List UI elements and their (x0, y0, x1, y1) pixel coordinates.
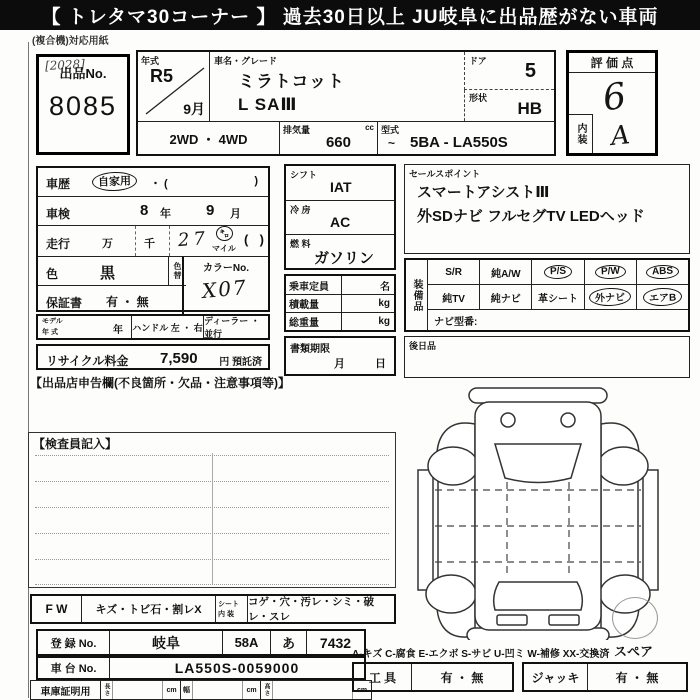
handle-cell: ハンドル 左 ・ 右 (132, 316, 204, 338)
equip-ps-circled: P/S (544, 265, 573, 280)
recycle-label: リサイクル料金 (46, 354, 129, 368)
color-change-label: 色替 (168, 257, 186, 285)
navi-model-row: ナビ型番: (434, 316, 478, 328)
capacity-label: 乗車定員 (286, 276, 342, 294)
equip-extnavi-cell (585, 285, 637, 309)
modelyear-handle-row (36, 314, 270, 340)
garage-height-unit: cm (356, 686, 368, 694)
equip-tv: 純TV (442, 293, 465, 305)
year-label: 年式 (141, 56, 160, 66)
document-deadline-label: 書類期限 (290, 344, 330, 355)
garage-width-label: 幅 (181, 681, 193, 699)
car-name-value: ミラトコット (238, 72, 345, 91)
history-label: 車歴 (46, 177, 71, 191)
equip-tv-cell (428, 285, 480, 309)
later-items-label: 後日品 (409, 341, 437, 351)
warranty-value: 有 ・ 無 (106, 295, 149, 309)
equip-airbag-circled: エアB (642, 287, 682, 306)
history-private-circled: 自家用 (92, 171, 138, 192)
displacement-value: 660 (325, 134, 351, 151)
equip-sr: S/R (445, 266, 462, 278)
sheet-left-edge (28, 42, 29, 698)
mileage-paren-close: ) (259, 232, 264, 247)
registration-region: 岐阜 (152, 634, 180, 651)
equip-alloy: 純A/W (491, 268, 521, 280)
mileage-km-circled: ㌔ (216, 226, 234, 242)
car-right-rocker (643, 470, 658, 590)
registration-row (36, 629, 366, 656)
recycle-fee-row (36, 344, 270, 370)
later-items-box (404, 336, 690, 378)
color-value: 黒 (100, 265, 116, 282)
chassis-number: LA550S-0059000 (174, 660, 300, 676)
seat-interior-label (216, 596, 248, 622)
ac-cell (286, 200, 394, 234)
car-wheel-front-left (428, 447, 478, 485)
garage-length-unit: cm (163, 681, 181, 699)
shape-label: 形状 (469, 93, 488, 103)
inspection-month: 9 (206, 202, 215, 219)
jack-box (522, 662, 688, 692)
load-unit: kg (378, 298, 390, 309)
garage-length-field (113, 681, 163, 699)
garage-height-field (273, 681, 353, 699)
mileage-row (38, 225, 268, 256)
warranty-label: 保証書 (46, 296, 83, 310)
deadline-month-label: 月 (334, 358, 345, 370)
tools-box (352, 662, 514, 692)
inspection-year: 8 (140, 202, 149, 219)
warranty-row (38, 285, 186, 314)
spare-tire-circle (612, 597, 658, 639)
fuel-label: 燃 料 (290, 239, 311, 249)
mileage-sen-cell: 千 (136, 226, 170, 256)
tools-label: 工 具 (354, 664, 412, 690)
year-era-value: R5 (150, 66, 174, 86)
recycle-value: 7,590 (160, 350, 198, 367)
car-left-rocker (418, 470, 433, 590)
fuel-value: ガソリン (314, 250, 375, 267)
car-name-label: 車名・グレード (214, 56, 278, 66)
ac-value: AC (330, 214, 351, 230)
equipment-label: 装備品 (406, 260, 428, 330)
vehicle-bottom-row (138, 121, 554, 154)
weight-row (286, 312, 394, 330)
inspector-notes-label: 【検査員記入】 (33, 437, 118, 451)
equip-abs-cell (637, 260, 688, 284)
tools-value: 有 ・ 無 (440, 670, 484, 685)
equipment-grid (428, 260, 688, 330)
fuel-cell (286, 234, 394, 268)
model-code-prefix: ~ (388, 136, 396, 150)
chassis-row (36, 656, 366, 680)
seat-label-line2: 内 装 (218, 611, 234, 618)
drive-type-cell: 2WD ・ 4WD (138, 122, 280, 154)
garage-width-unit: cm (243, 681, 261, 699)
banner-text: 【 トレタマ30コーナー 】 過去30日以上 JU岐阜に出品歴がない車両 (41, 6, 659, 28)
weight-label: 総重量 (286, 313, 342, 330)
equip-navi-cell (480, 285, 532, 309)
car-name-cell (210, 52, 464, 121)
inspection-row (38, 196, 268, 225)
deadline-day-label: 日 (375, 358, 386, 370)
chassis-label: 車 台 No. (38, 658, 110, 678)
seat-damage-desc: コゲ・穴・汚レ・シミ・破レ・スレ (248, 596, 374, 623)
interior-grade-label: 内装 (569, 114, 593, 153)
grade-label: 評 価 点 (569, 53, 655, 73)
registration-label: 登 録 No. (38, 631, 110, 654)
equipment-row1 (428, 260, 688, 285)
car-front-bumper (469, 388, 607, 403)
shape-value: HB (517, 99, 542, 118)
auction-no-value: 8085 (48, 91, 118, 121)
shift-value: IAT (330, 179, 352, 195)
modelyear-cell (38, 316, 132, 338)
dealer-cell: ディーラー ・ 並行 (204, 316, 260, 339)
equip-navi: 純ナビ (490, 293, 521, 305)
equip-leather: 革シート (538, 293, 578, 305)
equip-sr-cell (428, 260, 480, 284)
seller-declaration-label: 【出品店申告欄(不良箇所・欠品・注意事項等)】 (30, 376, 290, 390)
garage-length-label: 長さ (101, 681, 113, 699)
equip-ps-cell (532, 260, 584, 284)
spare-tire-label: スペア (614, 644, 654, 659)
history-paren-close: ) (254, 175, 258, 187)
door-value: 5 (524, 60, 536, 82)
capacity-row (286, 276, 394, 294)
jack-label: ジャッキ (524, 664, 588, 690)
equip-extnavi-circled: 外ナビ (589, 287, 632, 306)
inspection-year-unit: 年 (160, 208, 171, 220)
year-month-value: 9月 (183, 101, 205, 117)
mileage-value: 27 (177, 227, 210, 252)
corner-banner (0, 0, 700, 30)
jack-value: 有 ・ 無 (615, 670, 659, 685)
modelyear-label-l2: 年 式 (42, 329, 58, 336)
equipment-row2 (428, 285, 688, 310)
auction-no-label: 出品No. (59, 66, 107, 81)
grade-score: 6 (600, 75, 629, 120)
color-no-label: カラーNo. (202, 263, 250, 274)
inspector-notes-box (28, 432, 396, 588)
fw-label: F W (32, 596, 82, 622)
history-row (38, 168, 268, 196)
paper-type-note: (複合機)対応用紙 (32, 36, 109, 47)
model-year-cell (138, 52, 210, 121)
equip-airbag-cell (637, 285, 688, 309)
car-wheel-rear-left (426, 575, 476, 613)
damage-code-legend: A-キズ C-腐食 E-エクボ S-サビ U-凹ミ W-補修 XX-交換済 (352, 649, 610, 660)
car-wheel-front-right (598, 447, 648, 485)
load-label: 積載量 (286, 295, 342, 312)
color-label: 色 (46, 267, 59, 281)
history-paren-open: ・ ( (150, 178, 168, 190)
modelyear-unit: 年 (113, 325, 123, 336)
fw-condition-row (30, 594, 396, 624)
sales-point-line1: スマートアシストⅢ (417, 184, 550, 201)
ac-label: 冷 房 (290, 205, 311, 215)
mileage-paren-open: ( (244, 232, 249, 247)
auction-no-box (36, 54, 130, 155)
capacity-weight-box (284, 274, 396, 332)
car-grade-value: L SAⅢ (238, 95, 298, 114)
document-deadline-box (284, 336, 396, 376)
color-no-cell (182, 256, 268, 314)
equip-leather-cell (532, 285, 584, 309)
inspection-label: 車検 (46, 207, 71, 221)
mileage-mile-label: マイル (212, 244, 236, 253)
registration-kana: あ (270, 631, 306, 654)
equipment-box (404, 258, 690, 332)
sales-point-line2: 外SDナビ フルセグTV LEDヘッド (417, 208, 645, 225)
displacement-unit: cc (365, 123, 374, 132)
capacity-unit: 名 (380, 281, 390, 293)
door-cell (464, 52, 554, 90)
sales-point-label: セールスポイント (409, 169, 481, 179)
color-no-value: X07 (201, 275, 249, 303)
car-history-block (36, 166, 270, 312)
mileage-label: 走行 (46, 237, 71, 251)
model-code-cell (378, 122, 554, 154)
door-label: ドア (469, 56, 487, 66)
model-code-value: 5BA - LA550S (410, 134, 508, 151)
shift-cell (286, 166, 394, 200)
garage-label: 車庫証明用 (31, 681, 101, 699)
modelyear-label-l1: モデル (42, 318, 63, 325)
recycle-unit: 円 預託済 (219, 357, 262, 368)
seat-label-line1: シート (218, 601, 239, 608)
shape-cell (464, 90, 554, 121)
sales-point-box (404, 164, 690, 254)
shift-ac-fuel-box (284, 164, 396, 270)
weight-unit: kg (378, 316, 390, 327)
equip-pw-cell (585, 260, 637, 284)
fw-damage-desc: キズ・トビ石・割レX (82, 596, 216, 622)
mileage-man-cell: 万 (94, 226, 136, 256)
model-code-label: 型式 (381, 125, 400, 135)
garage-height-label: 高さ (261, 681, 273, 699)
shift-label: シフト (290, 170, 318, 180)
equip-abs-circled: ABS (646, 264, 680, 279)
vehicle-info-box (136, 50, 556, 156)
inspector-center-rule (212, 453, 213, 584)
displacement-label: 排気量 (283, 125, 311, 135)
equip-pw-circled: P/W (595, 264, 626, 279)
load-row (286, 294, 394, 312)
equip-alloy-cell (480, 260, 532, 284)
garage-certificate-row (30, 680, 372, 700)
auction-no-stamp: [2028] (44, 56, 86, 74)
registration-number: 7432 (306, 631, 364, 654)
garage-width-field (193, 681, 243, 699)
inspector-ruled-line (35, 584, 389, 585)
displacement-cell (280, 122, 378, 154)
grade-box (566, 50, 658, 156)
registration-class: 58A (222, 631, 270, 654)
inspection-month-unit: 月 (230, 208, 241, 220)
color-row (38, 256, 186, 285)
interior-grade-score: A (609, 120, 632, 152)
